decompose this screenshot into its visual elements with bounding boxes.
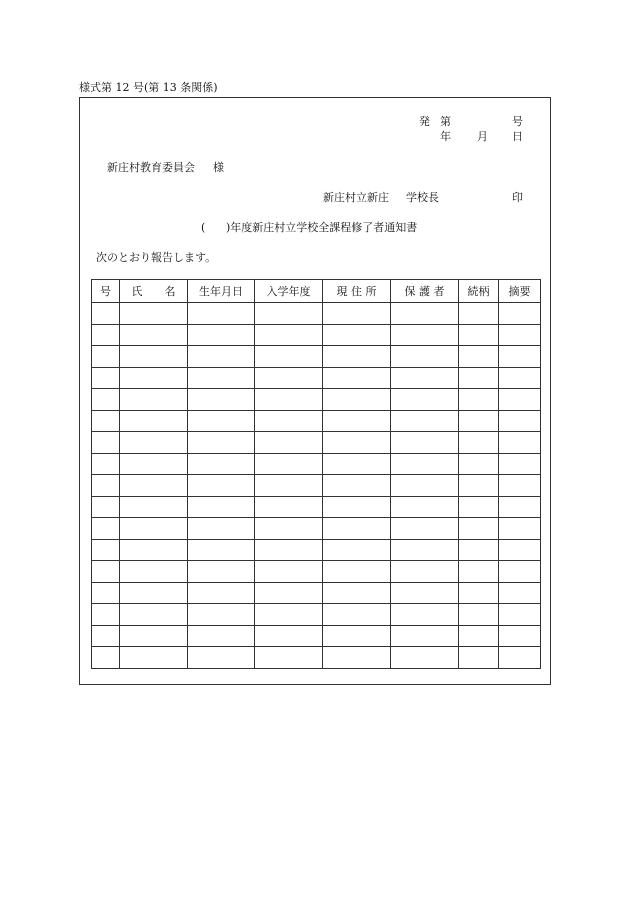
cell-relationship[interactable]: [459, 496, 499, 518]
cell-number[interactable]: [92, 324, 120, 346]
cell-enrollment-year[interactable]: [255, 303, 323, 325]
cell-address[interactable]: [323, 346, 391, 368]
cell-address[interactable]: [323, 324, 391, 346]
cell-enrollment-year[interactable]: [255, 453, 323, 475]
cell-address[interactable]: [323, 303, 391, 325]
cell-remarks[interactable]: [499, 475, 541, 497]
cell-guardian[interactable]: [391, 625, 459, 647]
cell-relationship[interactable]: [459, 410, 499, 432]
table-row: [92, 453, 541, 475]
cell-birthdate[interactable]: [188, 410, 255, 432]
cell-address[interactable]: [323, 625, 391, 647]
cell-guardian[interactable]: [391, 453, 459, 475]
col-header-enrollment-year: 入学年度: [255, 280, 323, 303]
issue-dai: 第: [440, 115, 451, 128]
cell-guardian[interactable]: [391, 604, 459, 626]
table-row: [92, 324, 541, 346]
cell-enrollment-year[interactable]: [255, 582, 323, 604]
date-month: 月: [477, 130, 488, 143]
cell-birthdate[interactable]: [188, 496, 255, 518]
cell-enrollment-year[interactable]: [255, 539, 323, 561]
cell-enrollment-year[interactable]: [255, 475, 323, 497]
cell-remarks[interactable]: [499, 561, 541, 583]
cell-name[interactable]: [120, 475, 188, 497]
table-row: [92, 539, 541, 561]
cell-relationship[interactable]: [459, 475, 499, 497]
table-row: [92, 561, 541, 583]
cell-remarks[interactable]: [499, 303, 541, 325]
cell-enrollment-year[interactable]: [255, 410, 323, 432]
cell-relationship[interactable]: [459, 604, 499, 626]
cell-guardian[interactable]: [391, 389, 459, 411]
sender-school: 新庄村立新庄: [323, 191, 389, 204]
cell-guardian[interactable]: [391, 303, 459, 325]
table-row: [92, 389, 541, 411]
cell-enrollment-year[interactable]: [255, 561, 323, 583]
cell-birthdate[interactable]: [188, 604, 255, 626]
cell-number[interactable]: [92, 496, 120, 518]
cell-enrollment-year[interactable]: [255, 432, 323, 454]
cell-name[interactable]: [120, 303, 188, 325]
cell-remarks[interactable]: [499, 625, 541, 647]
cell-birthdate[interactable]: [188, 475, 255, 497]
cell-remarks[interactable]: [499, 346, 541, 368]
cell-number[interactable]: [92, 410, 120, 432]
cell-address[interactable]: [323, 432, 391, 454]
cell-number[interactable]: [92, 625, 120, 647]
cell-number[interactable]: [92, 389, 120, 411]
cell-guardian[interactable]: [391, 475, 459, 497]
cell-relationship[interactable]: [459, 432, 499, 454]
cell-number[interactable]: [92, 367, 120, 389]
cell-name[interactable]: [120, 389, 188, 411]
col-header-birthdate: 生年月日: [188, 280, 255, 303]
cell-enrollment-year[interactable]: [255, 496, 323, 518]
table-row: [92, 604, 541, 626]
cell-birthdate[interactable]: [188, 561, 255, 583]
cell-address[interactable]: [323, 496, 391, 518]
cell-relationship[interactable]: [459, 367, 499, 389]
cell-enrollment-year[interactable]: [255, 367, 323, 389]
form-reference: 様式第 12 号(第 13 条関係): [79, 81, 218, 94]
cell-birthdate[interactable]: [188, 367, 255, 389]
cell-address[interactable]: [323, 561, 391, 583]
cell-number[interactable]: [92, 539, 120, 561]
cell-birthdate[interactable]: [188, 389, 255, 411]
cell-enrollment-year[interactable]: [255, 346, 323, 368]
cell-name[interactable]: [120, 625, 188, 647]
col-header-address: 現 住 所: [323, 280, 391, 303]
cell-guardian[interactable]: [391, 410, 459, 432]
cell-enrollment-year[interactable]: [255, 647, 323, 669]
cell-number[interactable]: [92, 604, 120, 626]
cell-guardian[interactable]: [391, 518, 459, 540]
cell-name[interactable]: [120, 346, 188, 368]
roster-table: [91, 279, 541, 669]
cell-name[interactable]: [120, 410, 188, 432]
cell-name[interactable]: [120, 432, 188, 454]
addressee-name: 新庄村教育委員会: [107, 161, 195, 174]
cell-address[interactable]: [323, 518, 391, 540]
cell-remarks[interactable]: [499, 367, 541, 389]
cell-address[interactable]: [323, 389, 391, 411]
table-row: [92, 303, 541, 325]
cell-number[interactable]: [92, 518, 120, 540]
cell-relationship[interactable]: [459, 561, 499, 583]
cell-birthdate[interactable]: [188, 518, 255, 540]
cell-remarks[interactable]: [499, 324, 541, 346]
issue-go: 号: [512, 115, 523, 128]
col-header-relationship: 続柄: [459, 280, 499, 303]
cell-guardian[interactable]: [391, 324, 459, 346]
cell-enrollment-year[interactable]: [255, 518, 323, 540]
cell-name[interactable]: [120, 453, 188, 475]
cell-address[interactable]: [323, 453, 391, 475]
cell-guardian[interactable]: [391, 561, 459, 583]
cell-enrollment-year[interactable]: [255, 604, 323, 626]
cell-relationship[interactable]: [459, 389, 499, 411]
table-header-row: [92, 280, 541, 303]
sender-title: 学校長: [406, 191, 439, 204]
cell-address[interactable]: [323, 582, 391, 604]
cell-remarks[interactable]: [499, 410, 541, 432]
cell-relationship[interactable]: [459, 539, 499, 561]
cell-number[interactable]: [92, 647, 120, 669]
cell-remarks[interactable]: [499, 496, 541, 518]
table-row: [92, 367, 541, 389]
cell-relationship[interactable]: [459, 582, 499, 604]
cell-birthdate[interactable]: [188, 539, 255, 561]
cell-remarks[interactable]: [499, 432, 541, 454]
cell-number[interactable]: [92, 303, 120, 325]
col-header-number: 号: [92, 280, 120, 303]
intro-text: 次のとおり報告します。: [96, 251, 217, 264]
cell-guardian[interactable]: [391, 539, 459, 561]
cell-number[interactable]: [92, 582, 120, 604]
cell-number[interactable]: [92, 346, 120, 368]
cell-name[interactable]: [120, 324, 188, 346]
date-day: 日: [512, 130, 523, 143]
cell-birthdate[interactable]: [188, 324, 255, 346]
cell-enrollment-year[interactable]: [255, 324, 323, 346]
sender-seal: 印: [512, 191, 523, 204]
cell-relationship[interactable]: [459, 647, 499, 669]
cell-guardian[interactable]: [391, 582, 459, 604]
cell-remarks[interactable]: [499, 518, 541, 540]
cell-address[interactable]: [323, 410, 391, 432]
cell-number[interactable]: [92, 432, 120, 454]
cell-remarks[interactable]: [499, 539, 541, 561]
date-year: 年: [440, 130, 451, 143]
cell-relationship[interactable]: [459, 324, 499, 346]
cell-remarks[interactable]: [499, 453, 541, 475]
cell-birthdate[interactable]: [188, 582, 255, 604]
cell-guardian[interactable]: [391, 346, 459, 368]
cell-address[interactable]: [323, 539, 391, 561]
cell-name[interactable]: [120, 496, 188, 518]
col-header-remarks: 摘要: [499, 280, 541, 303]
cell-name[interactable]: [120, 647, 188, 669]
cell-name[interactable]: [120, 604, 188, 626]
table-row: [92, 582, 541, 604]
cell-birthdate[interactable]: [188, 346, 255, 368]
cell-address[interactable]: [323, 367, 391, 389]
cell-enrollment-year[interactable]: [255, 625, 323, 647]
cell-birthdate[interactable]: [188, 647, 255, 669]
cell-remarks[interactable]: [499, 604, 541, 626]
cell-address[interactable]: [323, 475, 391, 497]
cell-name[interactable]: [120, 582, 188, 604]
cell-name[interactable]: [120, 518, 188, 540]
cell-remarks[interactable]: [499, 647, 541, 669]
cell-number[interactable]: [92, 453, 120, 475]
cell-name[interactable]: [120, 539, 188, 561]
cell-remarks[interactable]: [499, 389, 541, 411]
table-row: [92, 475, 541, 497]
table-row: [92, 518, 541, 540]
cell-relationship[interactable]: [459, 303, 499, 325]
cell-guardian[interactable]: [391, 432, 459, 454]
cell-relationship[interactable]: [459, 518, 499, 540]
cell-guardian[interactable]: [391, 367, 459, 389]
table-row: [92, 625, 541, 647]
cell-birthdate[interactable]: [188, 625, 255, 647]
cell-relationship[interactable]: [459, 453, 499, 475]
cell-enrollment-year[interactable]: [255, 389, 323, 411]
table-row: [92, 346, 541, 368]
cell-birthdate[interactable]: [188, 432, 255, 454]
cell-remarks[interactable]: [499, 582, 541, 604]
cell-guardian[interactable]: [391, 496, 459, 518]
cell-address[interactable]: [323, 604, 391, 626]
doc-title: )年度新庄村立学校全課程修了者通知書: [226, 221, 418, 234]
cell-number[interactable]: [92, 475, 120, 497]
cell-guardian[interactable]: [391, 647, 459, 669]
table-row: [92, 496, 541, 518]
col-header-name: 氏 名: [120, 280, 188, 303]
table-row: [92, 647, 541, 669]
roster-body: [92, 303, 541, 669]
cell-birthdate[interactable]: [188, 453, 255, 475]
doc-title-open-paren: (: [201, 221, 206, 234]
cell-address[interactable]: [323, 647, 391, 669]
cell-birthdate[interactable]: [188, 303, 255, 325]
cell-name[interactable]: [120, 561, 188, 583]
cell-relationship[interactable]: [459, 346, 499, 368]
table-row: [92, 410, 541, 432]
table-row: [92, 432, 541, 454]
issue-hatsu: 発: [419, 115, 430, 128]
cell-name[interactable]: [120, 367, 188, 389]
cell-relationship[interactable]: [459, 625, 499, 647]
col-header-guardian: 保 護 者: [391, 280, 459, 303]
cell-number[interactable]: [92, 561, 120, 583]
addressee-honorific: 様: [213, 161, 224, 174]
